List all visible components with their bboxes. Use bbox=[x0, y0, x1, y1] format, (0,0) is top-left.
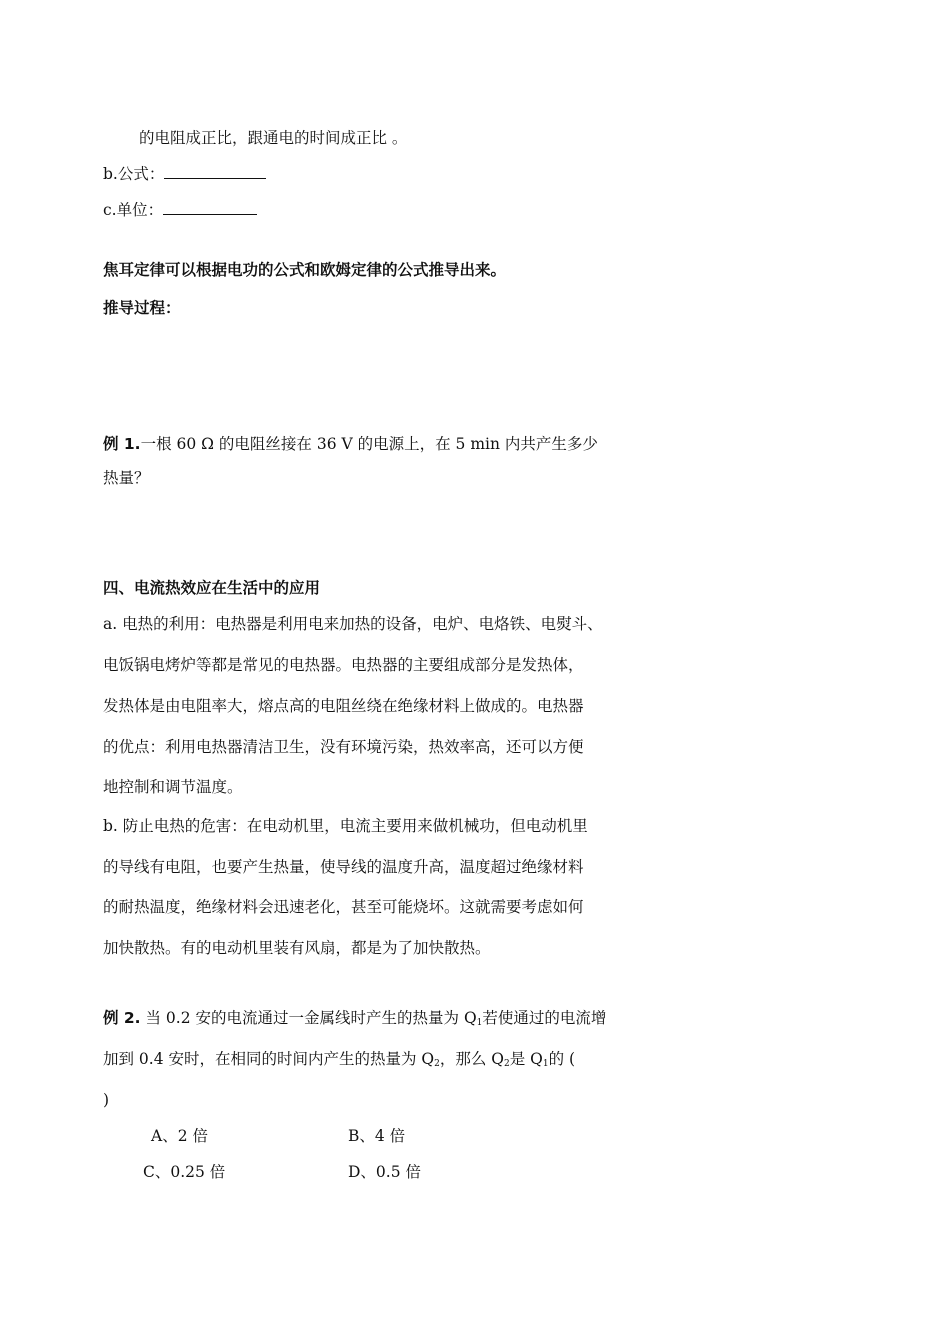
derivation-process-label: 推导过程： bbox=[103, 299, 181, 317]
paragraph-a-line: a. 电热的利用：电热器是利用电来加热的设备，电炉、电烙铁、电熨斗、 bbox=[103, 615, 603, 633]
example2-label: 例 2. bbox=[103, 1009, 141, 1027]
option-b[interactable]: B、4 倍 bbox=[348, 1127, 406, 1145]
subscript: 1 bbox=[476, 1018, 483, 1028]
option-c[interactable]: C、0.25 倍 bbox=[143, 1163, 226, 1181]
unit-blank[interactable] bbox=[163, 200, 257, 215]
example2-line3: ) bbox=[103, 1091, 110, 1109]
subscript: 2 bbox=[504, 1059, 510, 1069]
derivation-statement: 焦耳定律可以根据电功的公式和欧姆定律的公式推导出来。 bbox=[103, 261, 507, 279]
paragraph-a-line: 的优点：利用电热器清洁卫生，没有环境污染，热效率高，还可以方便 bbox=[103, 738, 584, 756]
paragraph-a-line: 发热体是由电阻率大，熔点高的电阻丝绕在绝缘材料上做成的。电热器 bbox=[103, 697, 584, 715]
example2-text-5: 是 Q bbox=[509, 1050, 543, 1068]
formula-blank[interactable] bbox=[164, 164, 266, 179]
paragraph-b-line: 加快散热。有的电动机里装有风扇，都是为了加快散热。 bbox=[103, 939, 491, 957]
paragraph-a-line: 电饭锅电烤炉等都是常见的电热器。电热器的主要组成部分是发热体， bbox=[103, 656, 584, 674]
example1-line2: 热量？ bbox=[103, 469, 150, 487]
formula-line bbox=[103, 163, 266, 185]
paragraph-b-line: 的耐热温度，绝缘材料会迅速老化，甚至可能烧坏。这就需要考虑如何 bbox=[103, 898, 584, 916]
law-text-continuation: 的电阻成正比，跟通电的时间成正比 。 bbox=[139, 129, 408, 147]
unit-label: c.单位： bbox=[103, 201, 164, 219]
example2-text-1: 当 0.2 安的电流通过一金属线时产生的热量为 Q bbox=[140, 1009, 477, 1027]
example2-line1 bbox=[103, 1007, 606, 1034]
paragraph-a-line: 地控制和调节温度。 bbox=[103, 778, 243, 796]
paragraph-b-line: 的导线有电阻，也要产生热量，使导线的温度升高，温度超过绝缘材料 bbox=[103, 858, 584, 876]
option-a[interactable]: A、2 倍 bbox=[151, 1127, 208, 1145]
example2-text-6: 的 ( bbox=[548, 1050, 576, 1068]
example1-question: 一根 60 Ω 的电阻丝接在 36 V 的电源上，在 5 min 内共产生多少 bbox=[140, 435, 598, 453]
example2-text-2: 若使通过的电流增 bbox=[482, 1009, 607, 1027]
example2-text-4: ，那么 Q bbox=[439, 1050, 505, 1068]
section4-heading: 四、电流热效应在生活中的应用 bbox=[103, 579, 321, 597]
subscript: 1 bbox=[542, 1059, 549, 1069]
option-d[interactable]: D、0.5 倍 bbox=[348, 1163, 422, 1181]
paragraph-b-line: b. 防止电热的危害：在电动机里，电流主要用来做机械功，但电动机里 bbox=[103, 817, 588, 835]
formula-label: b.公式： bbox=[103, 165, 165, 183]
subscript: 2 bbox=[434, 1059, 440, 1069]
example1-line1 bbox=[103, 433, 598, 455]
unit-line bbox=[103, 199, 257, 221]
example1-label: 例 1. bbox=[103, 435, 141, 453]
example2-line2 bbox=[103, 1048, 575, 1075]
example2-text-3: 加到 0.4 安时，在相同的时间内产生的热量为 Q bbox=[103, 1050, 435, 1068]
